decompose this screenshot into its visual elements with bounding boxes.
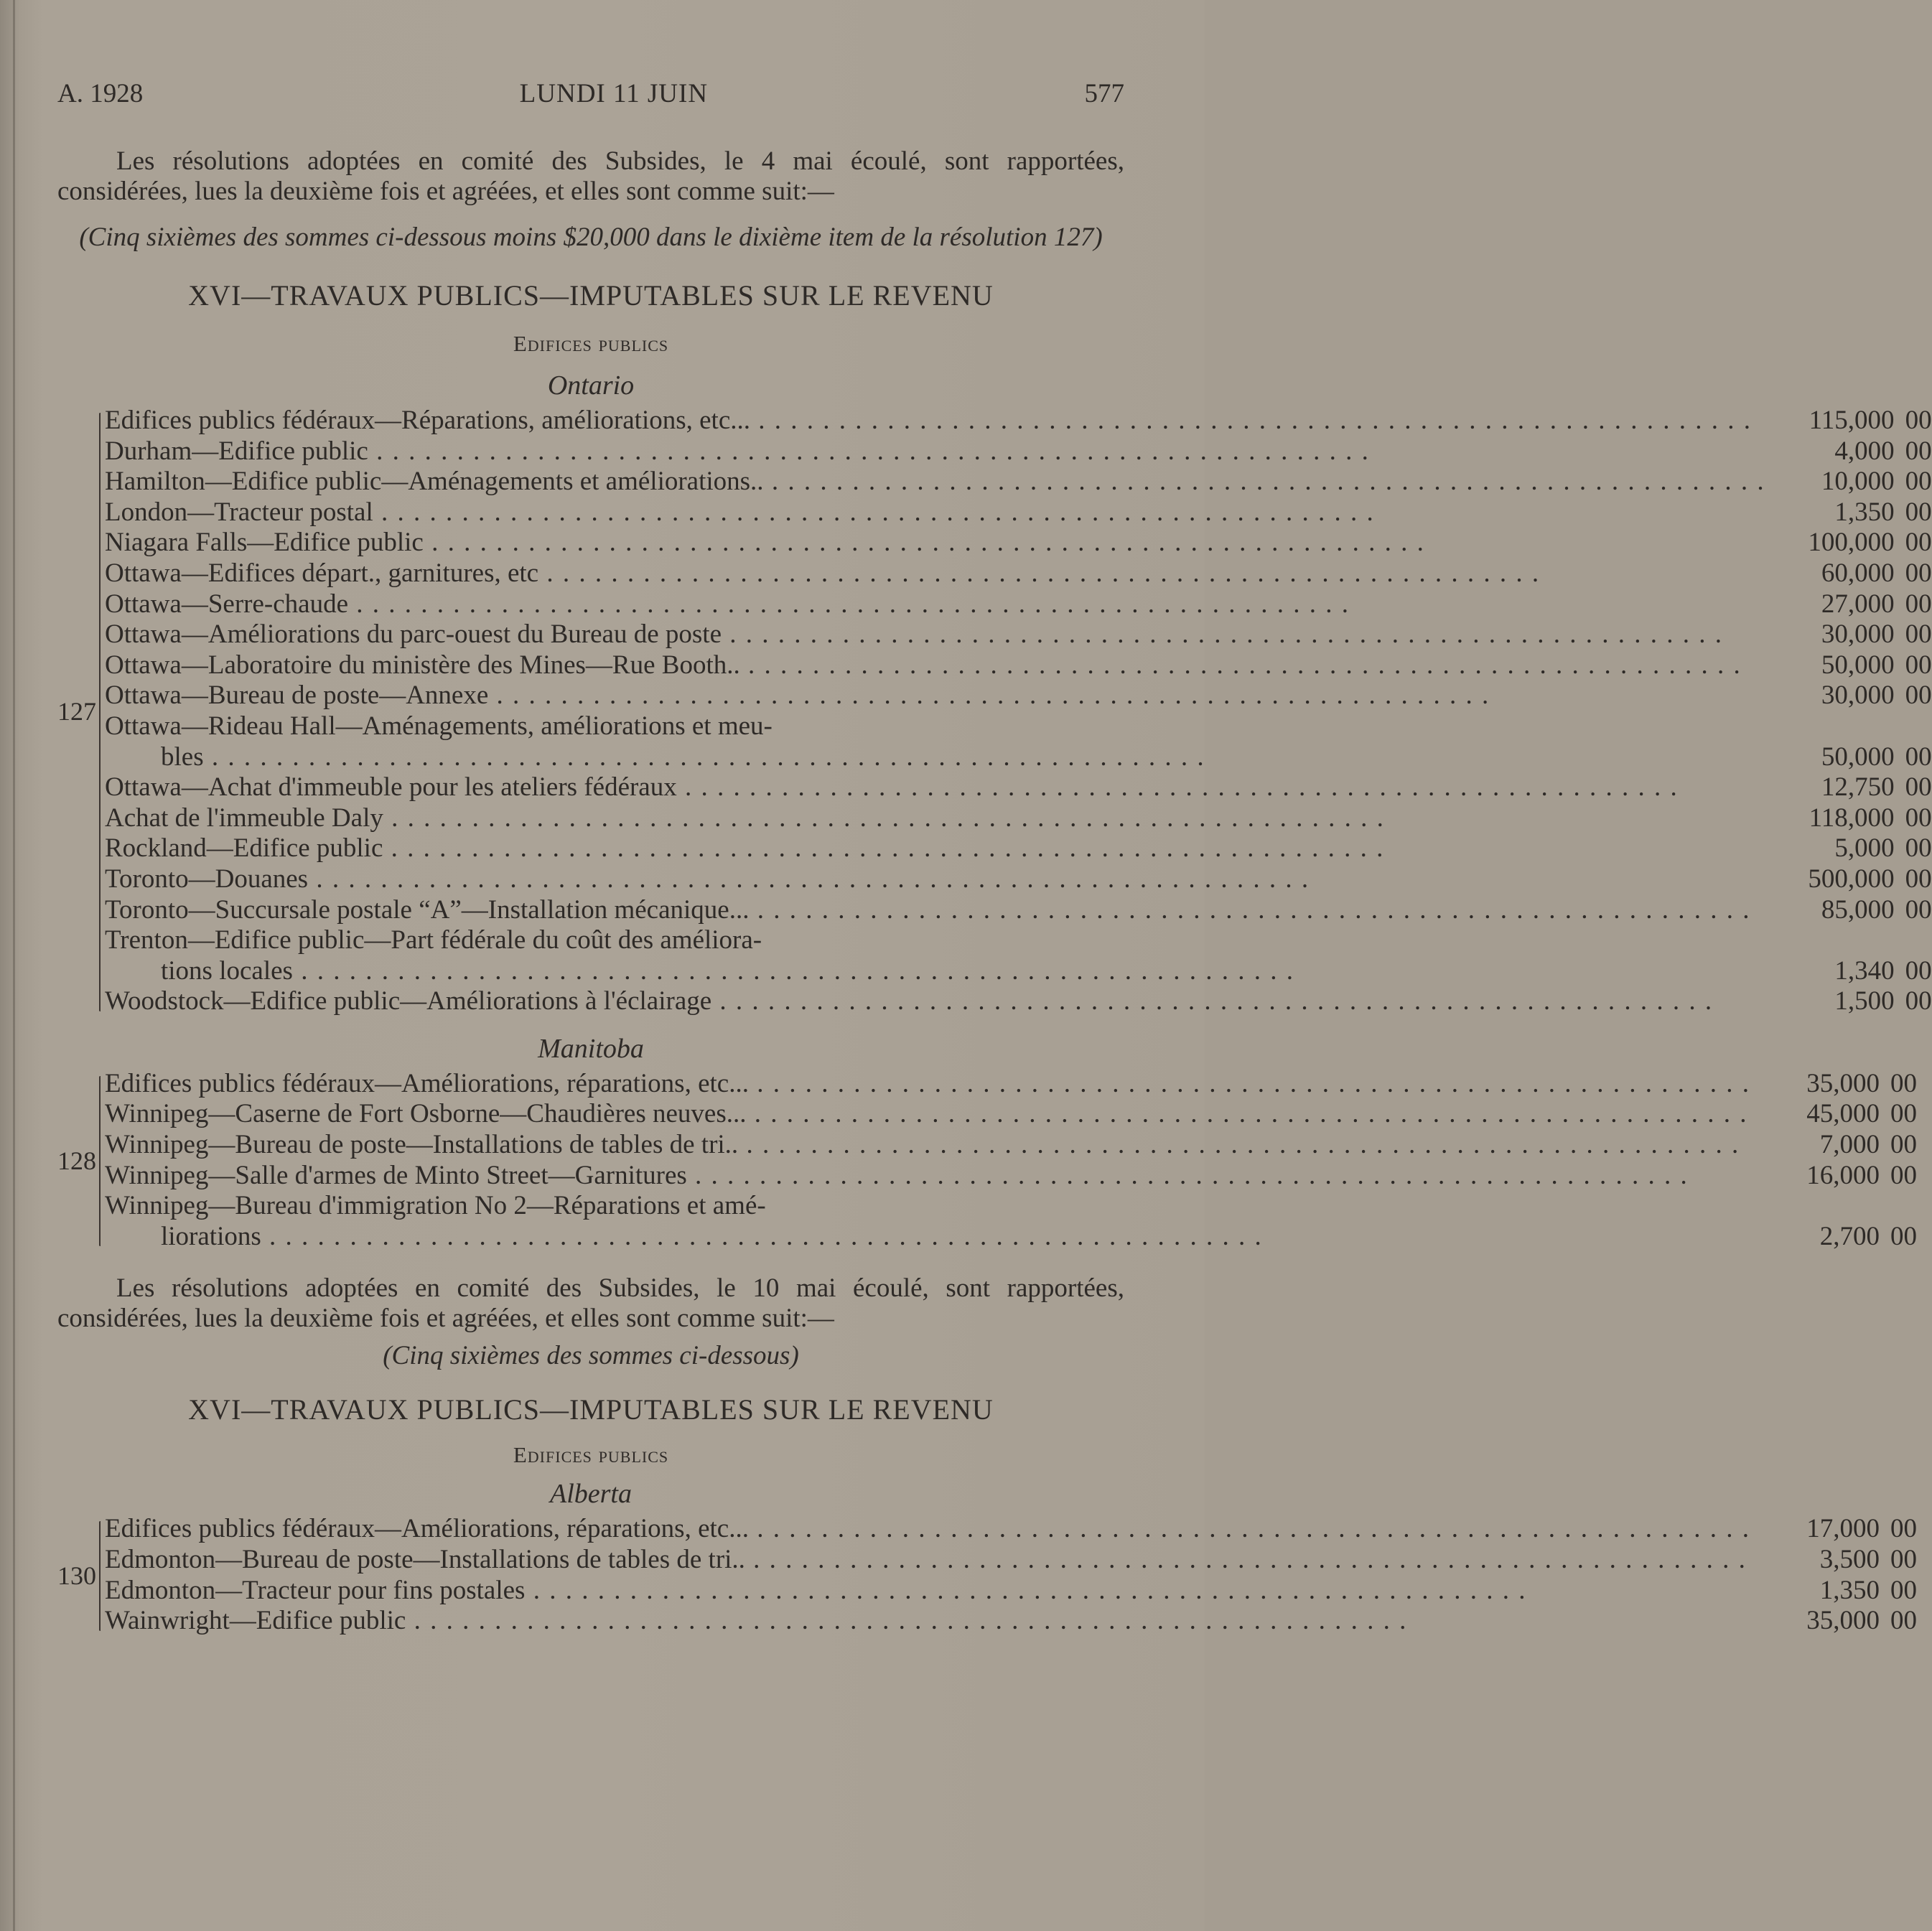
item-description (105, 1606, 1750, 1637)
item-amount: 118,000 (1809, 803, 1895, 833)
item-description-text: Rockland—Edifice public (105, 833, 383, 864)
table-row (105, 497, 1932, 528)
table-row (105, 895, 1932, 926)
item-description-text: Niagara Falls—Edifice public (105, 528, 424, 558)
table-row (105, 1099, 1917, 1130)
table-row (105, 864, 1932, 895)
item-description-text: Ottawa—Bureau de poste—Annexe (105, 681, 489, 711)
page-header (57, 72, 1124, 115)
item-description (105, 986, 1765, 1017)
resolution-block-128 (57, 1068, 1917, 1253)
item-description-text: Woodstock—Edifice public—Améliorations à l'éclairage (105, 986, 712, 1016)
item-description (105, 742, 1765, 773)
subsection-title-2: Edifices publics (513, 1442, 669, 1468)
brace-icon (99, 1076, 101, 1247)
item-cents: 00 (1890, 1068, 1917, 1098)
item-cents: 00 (1890, 1221, 1917, 1251)
item-description (105, 711, 1765, 742)
item-cents: 00 (1890, 1606, 1917, 1636)
table-row (105, 467, 1932, 497)
item-amount: 1,350 (1834, 497, 1895, 527)
item-amount: 35,000 (1806, 1606, 1880, 1636)
item-cents: 00 (1905, 864, 1932, 894)
brace-icon (99, 1521, 101, 1630)
item-description-text: Ottawa—Améliorations du parc-ouest du Bureau de poste (105, 619, 722, 650)
table-row (105, 619, 1932, 650)
table-row (105, 528, 1932, 558)
item-description-text: Wainwright—Edifice public (105, 1606, 406, 1636)
item-description (105, 833, 1765, 864)
item-description-text: tions locales (161, 955, 293, 986)
item-description (105, 956, 1765, 987)
item-amount: 27,000 (1821, 589, 1895, 619)
item-description-text: Winnipeg—Bureau de poste—Installations de tables de tri.. (105, 1130, 739, 1160)
item-cents: 00 (1905, 894, 1932, 925)
item-amount: 1,350 (1819, 1575, 1880, 1605)
item-description-text: Ottawa—Rideau Hall—Aménagements, améliorations et meu- (105, 711, 773, 741)
section-title-2: XVI—TRAVAUX PUBLICS—IMPUTABLES SUR LE REVENU (188, 1393, 994, 1426)
item-description (105, 1130, 1750, 1161)
resolution-number: 130 (57, 1561, 96, 1590)
table-row (105, 1514, 1917, 1545)
table-row (105, 925, 1932, 956)
item-amount: 85,000 (1821, 894, 1895, 925)
table-row (105, 681, 1932, 711)
item-description-text: bles (161, 742, 204, 772)
item-description (105, 1099, 1750, 1130)
brace-icon (99, 413, 101, 1011)
item-amount: 45,000 (1806, 1099, 1880, 1129)
item-cents: 00 (1905, 528, 1932, 558)
item-description-text: Ottawa—Achat d'immeuble pour les ateliers fédéraux (105, 772, 677, 803)
item-description-text: Winnipeg—Bureau d'immigration No 2—Réparations et amé- (105, 1191, 766, 1221)
table-row (105, 558, 1932, 589)
item-amount: 500,000 (1808, 864, 1895, 894)
item-cents: 00 (1890, 1160, 1917, 1190)
item-amount: 30,000 (1821, 619, 1895, 650)
item-description (105, 528, 1765, 558)
item-amount: 115,000 (1809, 406, 1895, 435)
item-amount: 50,000 (1821, 650, 1895, 680)
table-row (105, 1545, 1917, 1576)
item-description (105, 1514, 1750, 1545)
province-heading-ontario: Ontario (547, 370, 635, 401)
item-description-text: Edifices publics fédéraux—Réparations, améliorations, etc... (105, 406, 751, 435)
intro-paragraph-2: Les résolutions adoptées en comité des Subsides, le 10 mai écoulé, sont rapportées, considérées, lues la deuxième fois et agréées, et elles sont comme suit:— (57, 1273, 1124, 1334)
item-list (105, 406, 1932, 1017)
item-amount: 1,500 (1834, 986, 1895, 1016)
item-cents: 00 (1905, 833, 1932, 864)
item-amount: 10,000 (1821, 467, 1895, 497)
item-description-text: liorations (161, 1221, 261, 1251)
item-description (105, 1576, 1750, 1607)
item-description (105, 1161, 1750, 1192)
item-description (105, 406, 1765, 436)
item-description-text: Ottawa—Serre-chaude (105, 589, 348, 619)
header-session: A. 1928 (57, 78, 144, 108)
item-description (105, 650, 1765, 681)
item-amount: 30,000 (1821, 681, 1895, 711)
item-cents: 00 (1905, 406, 1932, 435)
item-cents: 00 (1905, 589, 1932, 619)
item-cents: 00 (1905, 986, 1932, 1016)
item-description (105, 1069, 1750, 1100)
item-cents: 00 (1905, 467, 1932, 497)
table-row (105, 589, 1932, 620)
item-cents: 00 (1905, 619, 1932, 650)
table-row (105, 772, 1932, 803)
table-row (105, 1222, 1917, 1253)
resolution-number: 127 (57, 696, 96, 726)
item-amount: 2,700 (1819, 1221, 1880, 1251)
item-description-text: Durham—Edifice public (105, 436, 368, 466)
item-cents: 00 (1890, 1130, 1917, 1160)
item-description-text: Hamilton—Edifice public—Aménagements et améliorations.. (105, 467, 764, 497)
item-description-text: Winnipeg—Salle d'armes de Minto Street—Garnitures (105, 1160, 687, 1190)
item-cents: 00 (1905, 803, 1932, 833)
table-row (105, 1161, 1917, 1192)
item-description-text: Ottawa—Edifices départ., garnitures, etc (105, 558, 539, 588)
page-number: 577 (1084, 78, 1124, 108)
item-description-text: London—Tracteur postal (105, 497, 373, 527)
header-date: LUNDI 11 JUIN (519, 78, 709, 108)
table-row (105, 986, 1932, 1017)
item-description (105, 772, 1765, 803)
item-cents: 00 (1890, 1575, 1917, 1605)
item-description (105, 467, 1765, 497)
item-description (105, 1222, 1750, 1253)
item-cents: 00 (1905, 772, 1932, 803)
resolution-block-130 (57, 1514, 1917, 1636)
table-row (105, 1191, 1917, 1222)
item-cents: 00 (1890, 1545, 1917, 1575)
item-description-text: Edifices publics fédéraux—Améliorations, réparations, etc... (105, 1068, 749, 1098)
table-row (105, 956, 1932, 987)
table-row (105, 711, 1932, 742)
table-row (105, 1576, 1917, 1607)
item-amount: 12,750 (1821, 772, 1895, 803)
item-amount: 35,000 (1806, 1068, 1880, 1098)
item-amount: 100,000 (1808, 528, 1895, 558)
italic-note-2: (Cinq sixièmes des sommes ci-dessous) (383, 1341, 799, 1371)
table-row (105, 1606, 1917, 1637)
item-description-text: Achat de l'immeuble Daly (105, 803, 383, 833)
item-amount: 5,000 (1834, 833, 1895, 864)
item-description (105, 1191, 1750, 1222)
item-cents: 00 (1890, 1099, 1917, 1129)
item-description (105, 436, 1765, 467)
item-description (105, 864, 1765, 895)
item-description (105, 681, 1765, 711)
table-row (105, 436, 1932, 467)
table-row (105, 833, 1932, 864)
item-amount: 17,000 (1806, 1514, 1880, 1544)
intro-paragraph-1: Les résolutions adoptées en comité des Subsides, le 4 mai écoulé, sont rapportées, considérées, lues la deuxième fois et agréées, et elles sont comme suit:— (57, 146, 1124, 206)
table-row (105, 1069, 1917, 1100)
item-description-text: Edmonton—Tracteur pour fins postales (105, 1575, 526, 1605)
table-row (105, 742, 1932, 773)
item-description (105, 619, 1765, 650)
item-list (105, 1069, 1917, 1253)
item-list (105, 1514, 1917, 1636)
province-heading-manitoba: Manitoba (538, 1033, 644, 1064)
italic-note-1: (Cinq sixièmes des sommes ci-dessous moins $20,000 dans le dixième item de la résolution 127) (79, 223, 1103, 252)
item-amount: 4,000 (1834, 436, 1895, 466)
item-cents: 00 (1905, 558, 1932, 588)
item-cents: 00 (1905, 497, 1932, 527)
table-row (105, 406, 1932, 436)
subsection-title-1: Edifices publics (513, 331, 669, 356)
province-heading-alberta: Alberta (550, 1479, 632, 1510)
table-row (105, 803, 1932, 834)
section-title-1: XVI—TRAVAUX PUBLICS—IMPUTABLES SUR LE REVENU (188, 279, 994, 312)
item-description-text: Edifices publics fédéraux—Améliorations, réparations, etc... (105, 1514, 749, 1544)
item-description (105, 558, 1765, 589)
item-cents: 00 (1905, 681, 1932, 711)
item-amount: 1,340 (1834, 955, 1895, 986)
item-cents: 00 (1905, 742, 1932, 772)
resolution-number: 128 (57, 1146, 96, 1175)
item-description (105, 589, 1765, 620)
item-description (105, 925, 1765, 956)
item-amount: 7,000 (1819, 1130, 1880, 1160)
item-description-text: Winnipeg—Caserne de Fort Osborne—Chaudières neuves... (105, 1099, 747, 1129)
item-cents: 00 (1905, 650, 1932, 680)
item-cents: 00 (1890, 1514, 1917, 1544)
item-amount: 60,000 (1821, 558, 1895, 588)
table-row (105, 650, 1932, 681)
item-description (105, 1545, 1750, 1576)
item-amount: 16,000 (1806, 1160, 1880, 1190)
table-row (105, 1130, 1917, 1161)
resolution-block-127 (57, 406, 1932, 1017)
item-cents: 00 (1905, 436, 1932, 466)
item-description-text: Trenton—Edifice public—Part fédérale du coût des améliora- (105, 925, 762, 955)
item-amount: 3,500 (1819, 1545, 1880, 1575)
item-description-text: Toronto—Succursale postale “A”—Installation mécanique... (105, 894, 750, 925)
item-description (105, 497, 1765, 528)
item-cents: 00 (1905, 955, 1932, 986)
item-description-text: Edmonton—Bureau de poste—Installations de tables de tri.. (105, 1545, 745, 1575)
item-description-text: Toronto—Douanes (105, 864, 309, 894)
item-description-text: Ottawa—Laboratoire du ministère des Mines—Rue Booth.. (105, 650, 740, 680)
item-amount: 50,000 (1821, 742, 1895, 772)
item-description (105, 895, 1765, 926)
item-description (105, 803, 1765, 834)
